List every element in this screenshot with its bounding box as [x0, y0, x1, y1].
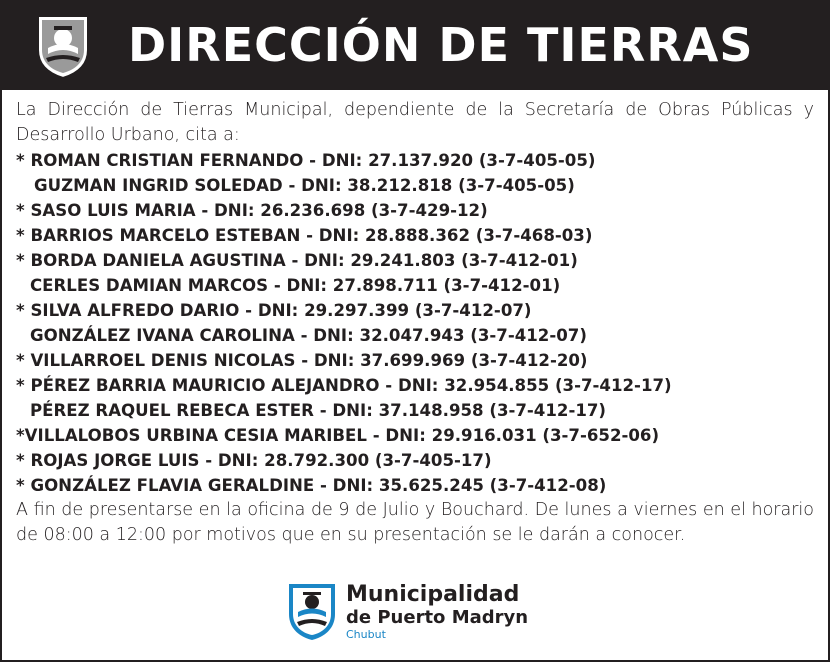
citation-item: CERLES DAMIAN MARCOS - DNI: 27.898.711 (3-7-412-01): [30, 276, 561, 295]
citation-item: * ROJAS JORGE LUIS - DNI: 28.792.300 (3-7-405-17): [16, 451, 492, 470]
citation-item: * SASO LUIS MARIA - DNI: 26.236.698 (3-7-429-12): [16, 201, 488, 220]
closing-paragraph: A fin de presentarse en la oficina de 9 de Julio y Bouchard. De lunes a viernes en el horario de 08:00 a 12:00 por motivos que en su presentación se le darán a conocer.: [16, 500, 814, 545]
citation-list: [16, 148, 814, 498]
citation-item: * SILVA ALFREDO DARIO - DNI: 29.297.399 (3-7-412-07): [16, 301, 532, 320]
citation-item: * BARRIOS MARCELO ESTEBAN - DNI: 28.888.362 (3-7-468-03): [16, 226, 593, 245]
intro-paragraph: La Dirección de Tierras Municipal, dependiente de la Secretaría de Obras Públicas y Desarrollo Urbano, cita a:: [16, 100, 814, 145]
citation-item: GUZMAN INGRID SOLEDAD - DNI: 38.212.818 (3-7-405-05): [34, 176, 575, 195]
citation-item: GONZÁLEZ IVANA CAROLINA - DNI: 32.047.943 (3-7-412-07): [30, 326, 587, 345]
citation-item: * BORDA DANIELA AGUSTINA - DNI: 29.241.803 (3-7-412-01): [16, 251, 578, 270]
citation-item: * PÉREZ BARRIA MAURICIO ALEJANDRO - DNI: 32.954.855 (3-7-412-17): [16, 376, 672, 395]
citation-item: *VILLALOBOS URBINA CESIA MARIBEL - DNI: 29.916.031 (3-7-652-06): [16, 426, 660, 445]
header-bar: [0, 0, 830, 90]
citation-item: * VILLARROEL DENIS NICOLAS - DNI: 37.699.969 (3-7-412-20): [16, 351, 588, 370]
citation-item: PÉREZ RAQUEL REBECA ESTER - DNI: 37.148.958 (3-7-412-17): [30, 401, 607, 420]
page-title: DIRECCIÓN DE TIERRAS: [128, 18, 754, 72]
notice-body: [16, 98, 814, 548]
footer-name-line2: de Puerto Madryn: [346, 607, 529, 628]
municipal-coat-of-arms-icon: [286, 580, 338, 642]
footer-name-line3: Chubut: [346, 628, 386, 641]
footer-logo: [286, 580, 546, 646]
footer-name-line1: Municipalidad: [346, 582, 520, 607]
municipal-coat-of-arms-icon: [34, 12, 92, 80]
citation-item: * ROMAN CRISTIAN FERNANDO - DNI: 27.137.920 (3-7-405-05): [16, 151, 596, 170]
citation-item: * GONZÁLEZ FLAVIA GERALDINE - DNI: 35.625.245 (3-7-412-08): [16, 476, 607, 495]
